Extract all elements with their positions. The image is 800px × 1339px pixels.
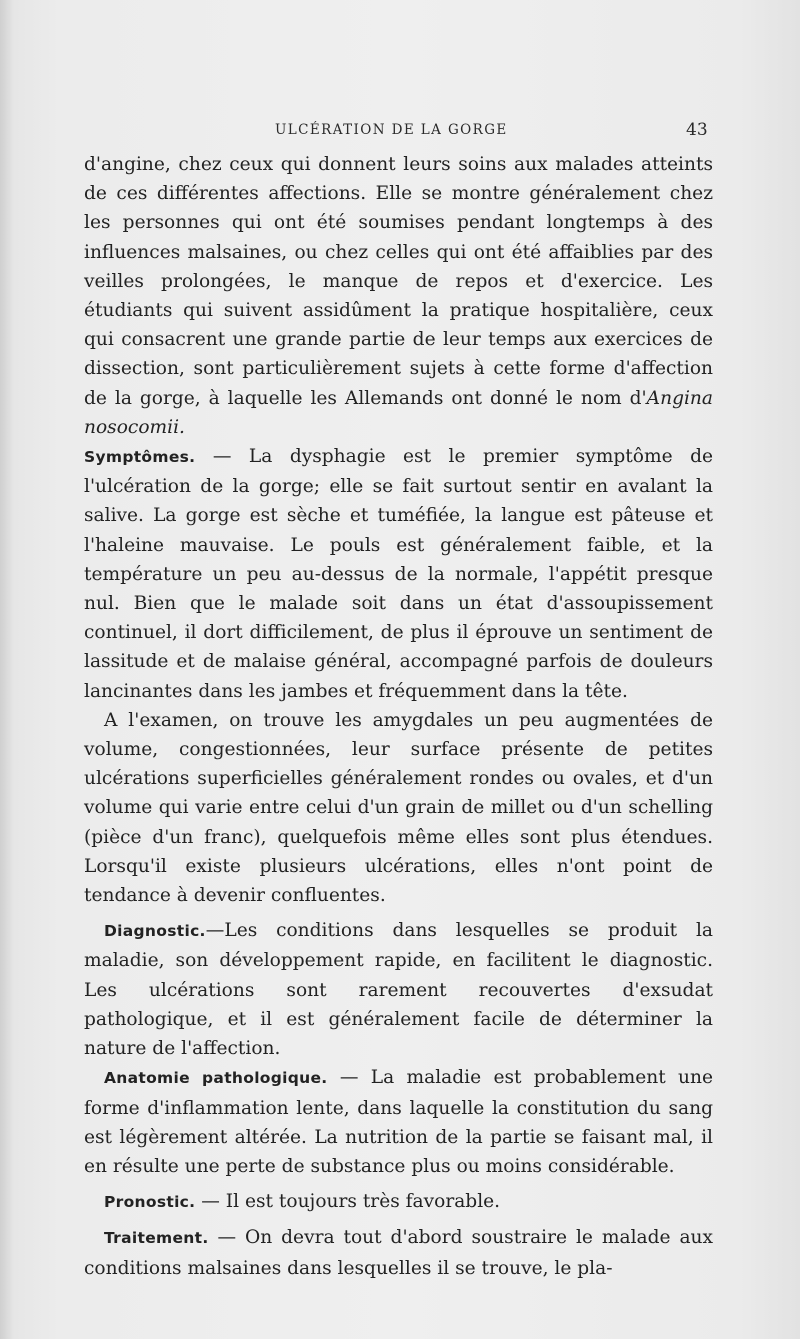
paragraph-diagnostic [84,916,713,1063]
examen-text: A l'examen, on trouve les amygdales un peu augmentées de volume, congestionnées, leur surface présente de petites ulcérations superficielles généralement rondes ou ovales, et d'un volume qui varie entre celui d'un grain de millet ou d'un schelling (pièce d'un franc), quelquefois même elles sont plus étendues. Lorsqu'il existe plusieurs ulcérations, elles n'ont point de tendance à devenir confluentes. [84,709,713,907]
latin-term: Angina nosocomii. [84,387,713,438]
symptomes-text: — La dysphagie est le premier symptôme de l'ulcération de la gorge; elle se fait surtout sentir en avalant la salive. La gorge est sèche et tuméfiée, la langue est pâteuse et l'haleine mauvaise. Le pouls est généralement faible, et la température un peu au-dessus de la normale, l'appétit presque nul. Bien que le malade soit dans un état d'assoupissement continuel, il dort difficilement, de plus il éprouve un sentiment de lassitude et de malaise général, accompagné parfois de douleurs lancinantes dans les jambes et fréquemment dans la tête. [84,446,713,702]
section-heading-diagnostic: Diagnostic. [104,922,206,941]
body-text [84,150,713,1283]
pronostic-text: — Il est toujours très favorable. [195,1191,501,1213]
page-header [0,122,800,144]
paragraph-intro [84,150,713,442]
paragraph-traitement [84,1223,713,1282]
paragraph-anatomie [84,1063,713,1181]
paragraph-symptomes [84,442,713,706]
diagnostic-text: —Les conditions dans lesquelles se produit la maladie, son développement rapide, en facilitent le diagnostic. Les ulcérations sont rarement recouvertes d'exsudat pathologique, et il est généralement facile de déterminer la nature de l'affection. [84,920,713,1060]
section-heading-symptomes: Symptômes. [84,448,196,467]
paragraph-examen [84,706,713,910]
paragraph-pronostic [84,1187,713,1217]
section-heading-anatomie: Anatomie pathologique. [104,1069,328,1088]
section-heading-traitement: Traitement. [104,1229,209,1248]
traitement-text: — On devra tout d'abord soustraire le malade aux conditions malsaines dans lesquelles il se trouve, le pla- [84,1227,713,1279]
section-heading-pronostic: Pronostic. [104,1193,196,1212]
anatomie-text: — La maladie est probablement une forme d'inflammation lente, dans laquelle la constitution du sang est légèrement altérée. La nutrition de la partie se faisant mal, il en résulte une perte de substance plus ou moins considérable. [84,1067,713,1177]
page-number: 43 [686,120,708,140]
paragraph-intro-text: d'angine, chez ceux qui donnent leurs soins aux malades atteints de ces différentes affections. Elle se montre généralement chez les personnes qui ont été soumises pendant longtemps à des influences malsaines, ou chez celles qui ont été affaiblies par des veilles prolongées, le manque de repos et d'exercice. Les étudiants qui suivent assidûment la pratique hospitalière, ceux qui consacrent une grande partie de leur temps aux exercices de dissection, sont particulièrement sujets à cette forme d'affection de la gorge, à laquelle les Allemands ont donné le nom d' [84,154,713,409]
running-title: ULCÉRATION DE LA GORGE [275,122,508,138]
